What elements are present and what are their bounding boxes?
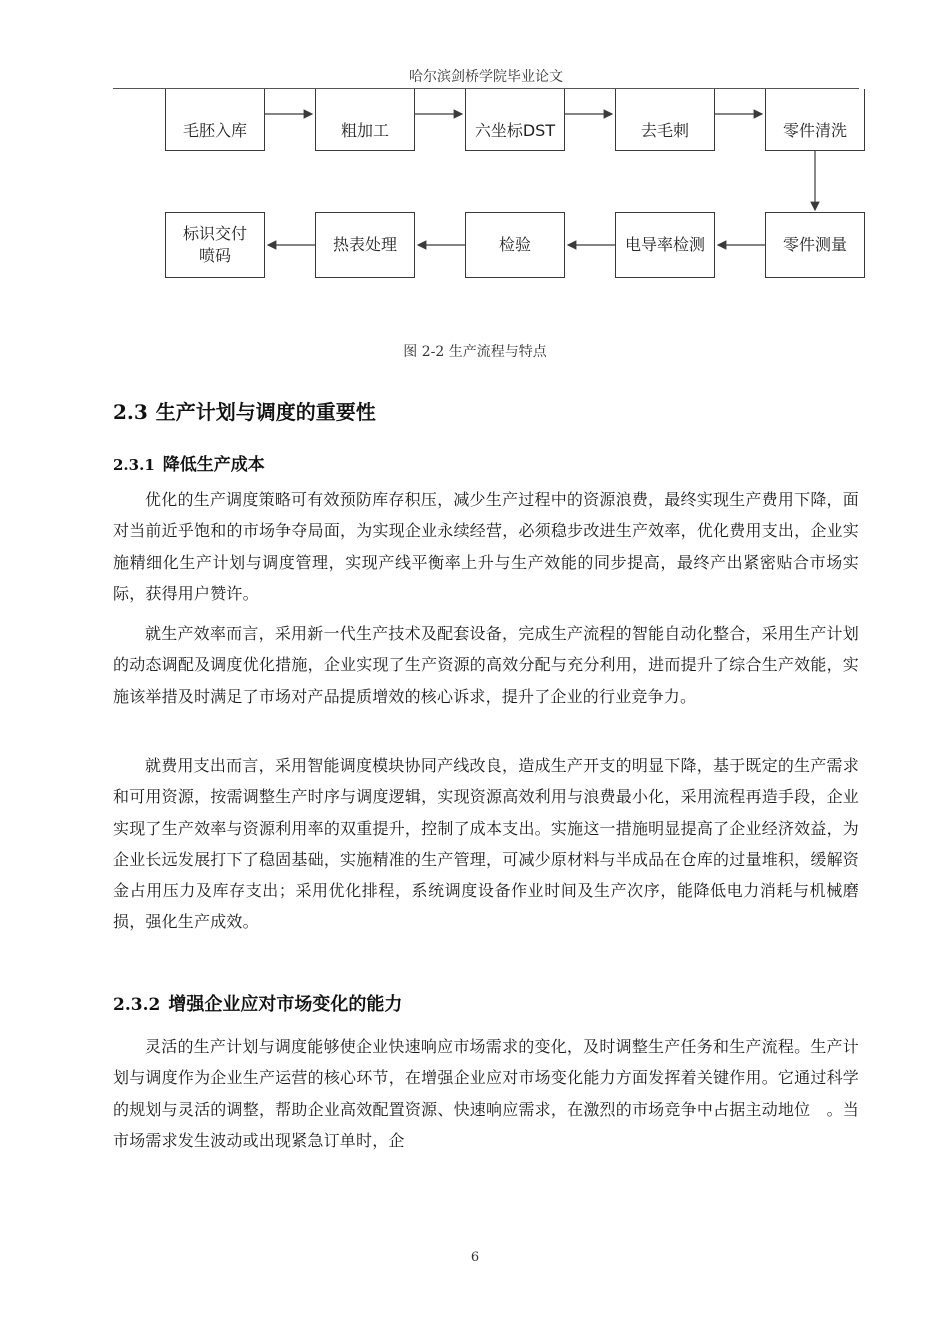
process-flow-figure [0, 89, 950, 289]
section-number: 2.3 [113, 400, 148, 424]
subsection-title-2: 增强企业应对市场变化的能力 [168, 994, 403, 1015]
flow-step-part-cleaning: 零件清洗 [765, 89, 865, 151]
flow-step-inspection: 检验 [465, 212, 565, 278]
flow-step-marking-delivery: 标识交付 喷码 [165, 212, 265, 278]
figure-caption: 图 2-2 生产流程与特点 [403, 344, 547, 360]
flow-step-deburring: 去毛刺 [615, 89, 715, 151]
flow-step-six-axis-dst: 六坐标DST [465, 89, 565, 151]
section-heading [113, 396, 376, 425]
paragraph: 就费用支出而言，采用智能调度模块协同产线改良，造成生产开支的明显下降，基于既定的生产需求和可用资源，按需调整生产时序与调度逻辑，实现资源高效利用与浪费最小化，采用流程再造手段，企业实现了生产效率与资源利用率的双重提升，控制了成本支出。实施这一措施明显提高了企业经济效益，为企业长远发展打下了稳固基础，实施精准的生产管理，可减少原材料与半成品在仓库的过量堆积，缓解资金占用压力及库存支出；采用优化排程，系统调度设备作业时间及生产次序，能降低电力消耗与机械磨损，强化生产成效。 [113, 756, 859, 932]
page-number: 6 [470, 1250, 480, 1265]
flow-step-blank-warehousing: 毛胚入库 [165, 89, 265, 151]
subsection-heading-1 [113, 450, 265, 475]
paragraph: 灵活的生产计划与调度能够使企业快速响应市场需求的变化，及时调整生产任务和生产流程。生产计划与调度作为企业生产运营的核心环节，在增强企业应对市场变化能力方面发挥着关键作用。它通过科学的规划与灵活的调整，帮助企业高效配置资源、快速响应需求，在激烈的市场竞争中占据主动地位 。当市场需求发生波动或出现紧急订单时，企 [113, 1037, 859, 1150]
running-header: 哈尔滨剑桥学院毕业论文 [409, 69, 563, 85]
flow-step-part-measurement: 零件测量 [765, 212, 865, 278]
section-title: 生产计划与调度的重要性 [155, 400, 376, 424]
subsection-number-1: 2.3.1 [113, 456, 155, 474]
subsection-heading-2 [113, 990, 402, 1016]
subsection-title-1: 降低生产成本 [162, 455, 265, 475]
subsection-number-2: 2.3.2 [113, 995, 161, 1015]
paragraph: 优化的生产调度策略可有效预防库存积压，减少生产过程中的资源浪费，最终实现生产费用下降，面对当前近乎饱和的市场争夺局面，为实现企业永续经营，必须稳步改进生产效率，优化费用支出，企业实施精细化生产计划与调度管理，实现产线平衡率上升与生产效能的同步提高，最终产出紧密贴合市场实际，获得用户赞许。 [113, 490, 859, 603]
flow-step-heat-surface-treatment: 热表处理 [315, 212, 415, 278]
flow-step-rough-machining: 粗加工 [315, 89, 415, 151]
paragraph: 就生产效率而言，采用新一代生产技术及配套设备，完成生产流程的智能自动化整合，采用生产计划的动态调配及调度优化措施，企业实现了生产资源的高效分配与充分利用，进而提升了综合生产效能，实施该举措及时满足了市场对产品提质增效的核心诉求，提升了企业的行业竞争力。 [113, 624, 859, 706]
flow-step-conductivity-test: 电导率检测 [615, 212, 715, 278]
